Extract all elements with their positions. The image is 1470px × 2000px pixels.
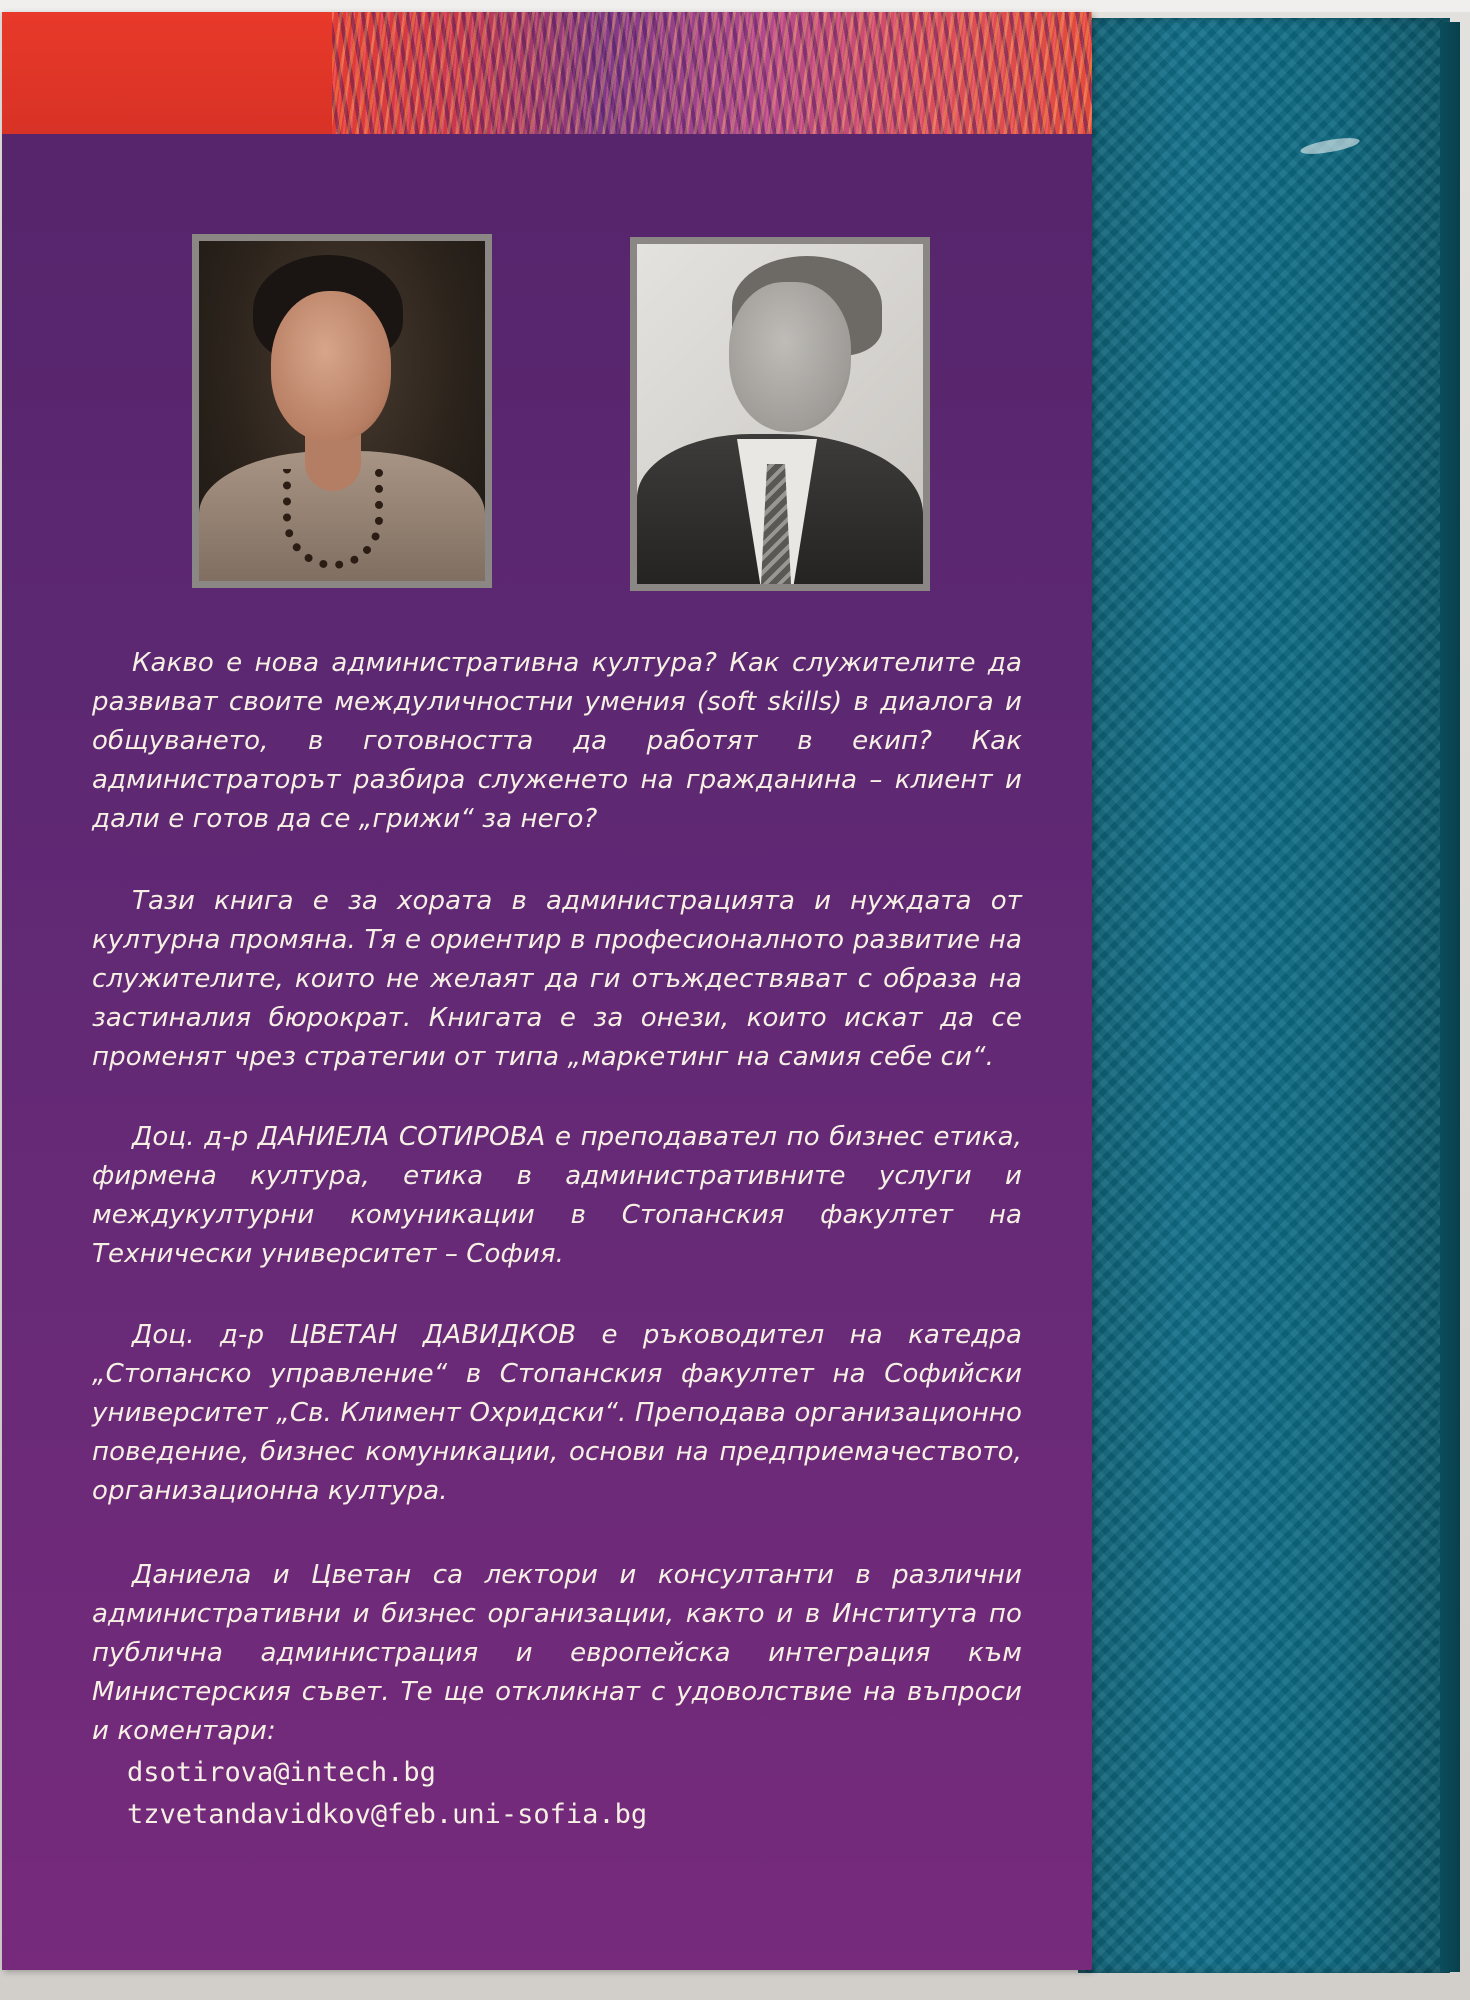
author-photo-woman-image	[199, 241, 485, 581]
blurb-paragraph-questions: Какво е нова административна култура? Как служителите да развиват своите междуличностни умения (soft skills) в диалога и общуването, в готовността да работят в екип? Как администраторът разбира служенето на гражданина – клиент и дали е готов да се „грижи“ за него?	[92, 648, 1022, 834]
book-spine	[1078, 18, 1450, 1973]
portrait-face	[729, 282, 851, 432]
author-bio-sotirova: Доц. д-р ДАНИЕЛА СОТИРОВА е преподавател по бизнес етика, фирмена култура, етика в административните услуги и междукултурни комуникации в Стопанския факултет на Технически университет – София.	[92, 1122, 1022, 1269]
book-back-cover	[2, 12, 1092, 1970]
authors-contact-paragraph: Даниела и Цветан са лектори и консултанти в различни административни и бизнес организации, както и в Института по публична администрация и европейска интеграция към Министерския съвет. Те ще откликнат с удоволствие на въпроси и коментари:	[92, 1560, 1022, 1746]
author-emails	[127, 1752, 647, 1836]
email-sotirova: dsotirova@intech.bg	[127, 1757, 436, 1788]
blurb-paragraph-about-book: Тази книга е за хората в администрацията и нуждата от културна промяна. Тя е ориентир в професионалното развитие на служителите, които не желаят да ги отъждествяват с образа на застиналия бюрократ. Книгата е за онези, които искат да се променят чрез стратегии от типа „маркетинг на самия себе си“.	[92, 886, 1022, 1072]
author-photo-woman	[192, 234, 492, 588]
portrait-necklace	[283, 469, 383, 569]
author-bio-davidkov: Доц. д-р ЦВЕТАН ДАВИДКОВ е ръководител на катедра „Стопанско управление“ в Стопанския факултет на Софийски университет „Св. Климент Охридски“. Преподава организационно поведение, бизнес комуникации, основи на предприемачеството, организационна култура.	[92, 1320, 1022, 1506]
author-photo-man-image	[637, 244, 923, 584]
background-strip	[0, 0, 1470, 12]
email-davidkov: tzvetandavidkov@feb.uni-sofia.bg	[127, 1799, 648, 1830]
banner-red-block	[2, 12, 332, 134]
book-spine-edge	[1440, 22, 1460, 1972]
portrait-face	[271, 291, 391, 441]
author-photo-man	[630, 237, 930, 591]
